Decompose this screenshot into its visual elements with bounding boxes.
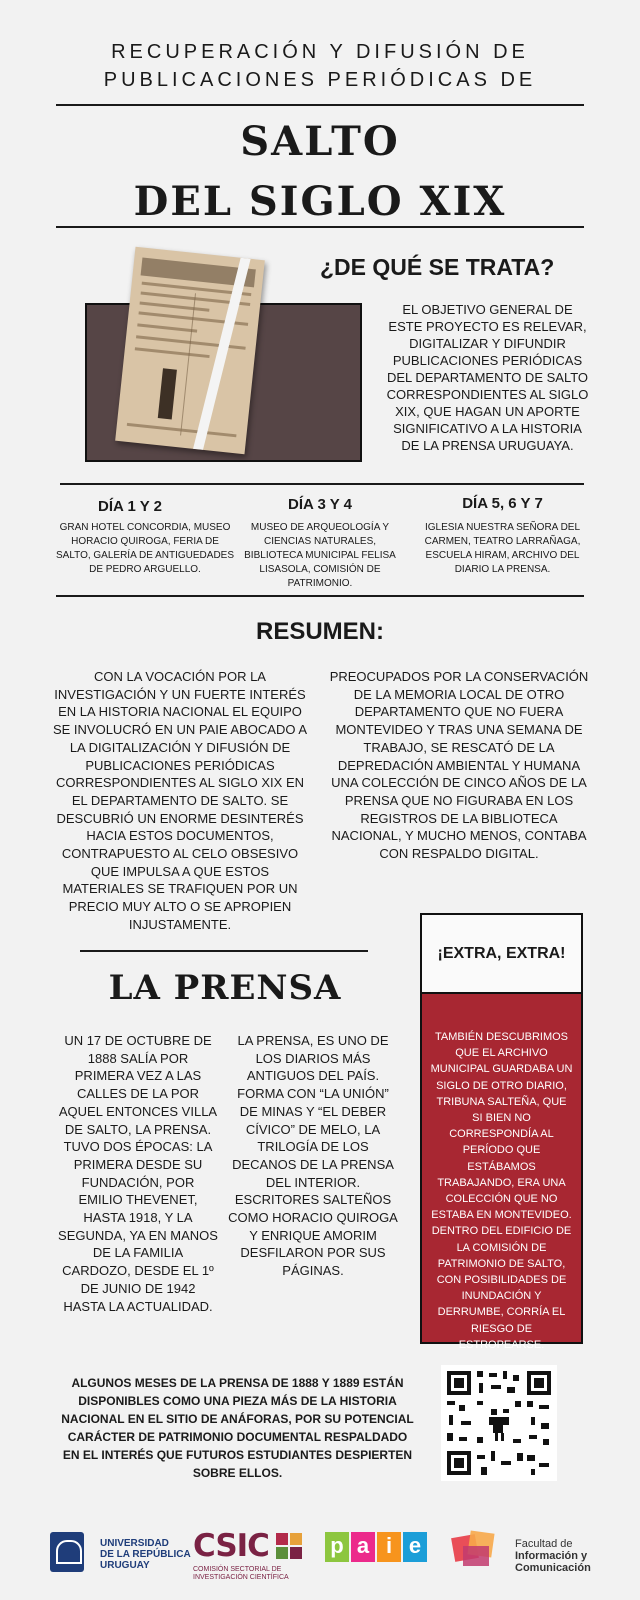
fic-logo-icon xyxy=(453,1530,501,1570)
resumen-col-1: CON LA VOCACIÓN POR LA INVESTIGACIÓN Y UN FUERTE INTERÉS EN LA HISTORIA NACIONAL EL EQUIPO SE INVOLUCRÓ EN UN PAIE ABOCADO A LA DIGITALIZACIÓN Y DIFUSIÓN DE PUBLICACIONES PERIÓDICAS CORRESPONDIENTES AL SIGLO XIX EN EL DEPARTAMENTO DE SALTO. SE DESCUBRIÓ UN ENORME DESINTERÉS HACIA ESTOS DOCUMENTOS, CONTRAPUESTO AL CELO OBSESIVO QUE IMPULSA A QUE ESTOS MATERIALES SE TRAFIQUEN POR UN PRECIO MUY ALTO O SE APROPIEN INJUSTAMENTE. xyxy=(52,669,308,932)
newspaper-photo xyxy=(115,247,265,455)
title-line-1: SALTO xyxy=(240,118,400,165)
prensa-col-2: LA PRENSA, ES UNO DE LOS DIARIOS MÁS ANTIGUOS DEL PAÍS. FORMA CON “LA UNIÓN” DE MINAS Y “EL DEBER CÍVICO” DE MELO, LA TRILOGÍA DE LOS DECANOS DE LA PRENSA DEL INTERIOR. ESCRITORES SALTEÑOS COMO HORACIO QUIROGA Y ENRIQUE AMORIM DESFILARON POR SUS PÁGINAS. xyxy=(228,1033,398,1279)
main-title xyxy=(40,112,600,232)
divider xyxy=(56,226,584,228)
prensa-col-1: UN 17 DE OCTUBRE DE 1888 SALÍA POR PRIMERA VEZ A LAS CALLES DE LA POR AQUEL ENTONCES VILLA DE SALTO, LA PRENSA. TUVO DOS ÉPOCAS: LA PRIMERA DESDE SU FUNDACIÓN, POR EMILIO THEVENET, HASTA 1918, Y LA SEGUNDA, YA EN MANOS DE LA FAMILIA CARDOZO, DESDE EL 1º DE JUNIO DE 1942 HASTA LA ACTUALIDAD. xyxy=(58,1033,218,1314)
day-5-text: IGLESIA NUESTRA SEÑORA DEL CARMEN, TEATRO LARRAÑAGA, ESCUELA HIRAM, ARCHIVO DEL DIARIO LA PRENSA. xyxy=(424,522,581,575)
qr-code-icon[interactable] xyxy=(441,1365,557,1481)
intro-heading: ¿DE QUÉ SE TRATA? xyxy=(320,254,555,280)
prensa-heading: LA PRENSA xyxy=(108,968,342,1008)
day-3-text: MUSEO DE ARQUEOLOGÍA Y CIENCIAS NATURALES, BIBLIOTECA MUNICIPAL FELISA LISASOLA, COMISIÓN DE PATRIMONIO. xyxy=(244,522,396,589)
divider xyxy=(56,104,584,106)
udelar-logo-icon xyxy=(50,1532,84,1572)
day-1-text: GRAN HOTEL CONCORDIA, MUSEO HORACIO QUIROGA, FERIA DE SALTO, GALERÍA DE ANTIGUEDADES DE PEDRO ARGUELLO. xyxy=(55,522,235,575)
supertitle: RECUPERACIÓN Y DIFUSIÓN DE PUBLICACIONES PERIÓDICAS DE xyxy=(103,41,537,91)
resumen-heading: RESUMEN: xyxy=(255,618,384,645)
divider xyxy=(56,595,584,597)
fic-logo-text: Facultad de Información y Comunicación xyxy=(515,1538,591,1574)
title-line-2: DEL SIGLO XIX xyxy=(133,178,507,225)
divider xyxy=(60,483,584,485)
intro-text: EL OBJETIVO GENERAL DE ESTE PROYECTO ES RELEVAR, DIGITALIZAR Y DIFUNDIR PUBLICACIONES PERIÓDICAS DEL DEPARTAMENTO DE SALTO CORRESPONDIENTES AL SIGLO XIX, QUE HAGAN UN APORTE SIGNIFICATIVO A LA HISTORIA DE LA PRENSA URUGUAYA. xyxy=(386,302,589,453)
day-5-title: DÍA 5, 6 Y 7 xyxy=(462,495,543,512)
udelar-logo-text: UNIVERSIDAD DE LA REPÚBLICA URUGUAY xyxy=(100,1538,191,1571)
extra-heading: ¡EXTRA, EXTRA! xyxy=(420,913,583,994)
csic-logo-name: CSIC xyxy=(193,1528,269,1564)
day-3-title: DÍA 3 Y 4 xyxy=(288,496,352,513)
footer-text: ALGUNOS MESES DE LA PRENSA DE 1888 Y 1889 ESTÁN DISPONIBLES COMO UNA PIEZA MÁS DE LA HISTORIA NACIONAL EN EL SITIO DE ANÁFORAS, POR SU POTENCIAL CARÁCTER DE PATRIMONIO DOCUMENTAL RESPALDADO EN EL INTERÉS QUE FUTUROS ESTUDIANTES DESPIERTEN SOBRE ELLOS. xyxy=(61,1376,414,1480)
divider xyxy=(80,950,368,952)
resumen-col-2: PREOCUPADOS POR LA CONSERVACIÓN DE LA MEMORIA LOCAL DE OTRO DEPARTAMENTO QUE NO FUERA MONTEVIDEO Y TRAS UNA SEMANA DE TRABAJO, SE RESCATÓ DE LA DEPREDACIÓN AMBIENTAL Y HUMANA UNA COLECCIÓN DE CINCO AÑOS DE LA PRENSA QUE NO FIGURABA EN LOS REGISTROS DE LA BIBLIOTECA NACIONAL, Y MUCHO MENOS, CONTABA CON RESPALDO DIGITAL. xyxy=(329,669,589,862)
csic-logo-icon xyxy=(276,1533,302,1559)
day-1-title: DÍA 1 Y 2 xyxy=(98,498,162,515)
csic-logo-subtitle: COMISIÓN SECTORIAL DE INVESTIGACIÓN CIENTÍFICA xyxy=(193,1566,289,1581)
extra-text: TAMBIÉN DESCUBRIMOS QUE EL ARCHIVO MUNICIPAL GUARDABA UN SIGLO DE OTRO DIARIO, TRIBUNA SALTEÑA, QUE SI BIEN NO CORRESPONDÍA AL PERÍODO QUE ESTÁBAMOS TRABAJANDO, ERA UNA COLECCIÓN QUE NO ESTABA EN MONTEVIDEO. DENTRO DEL EDIFICIO DE LA COMISIÓN DE PATRIMONIO DE SALTO, CON POSIBILIDADES DE INUNDACIÓN Y DERRUMBE, CORRÍA EL RIESGO DE ESTROPEARSE. xyxy=(420,992,583,1344)
